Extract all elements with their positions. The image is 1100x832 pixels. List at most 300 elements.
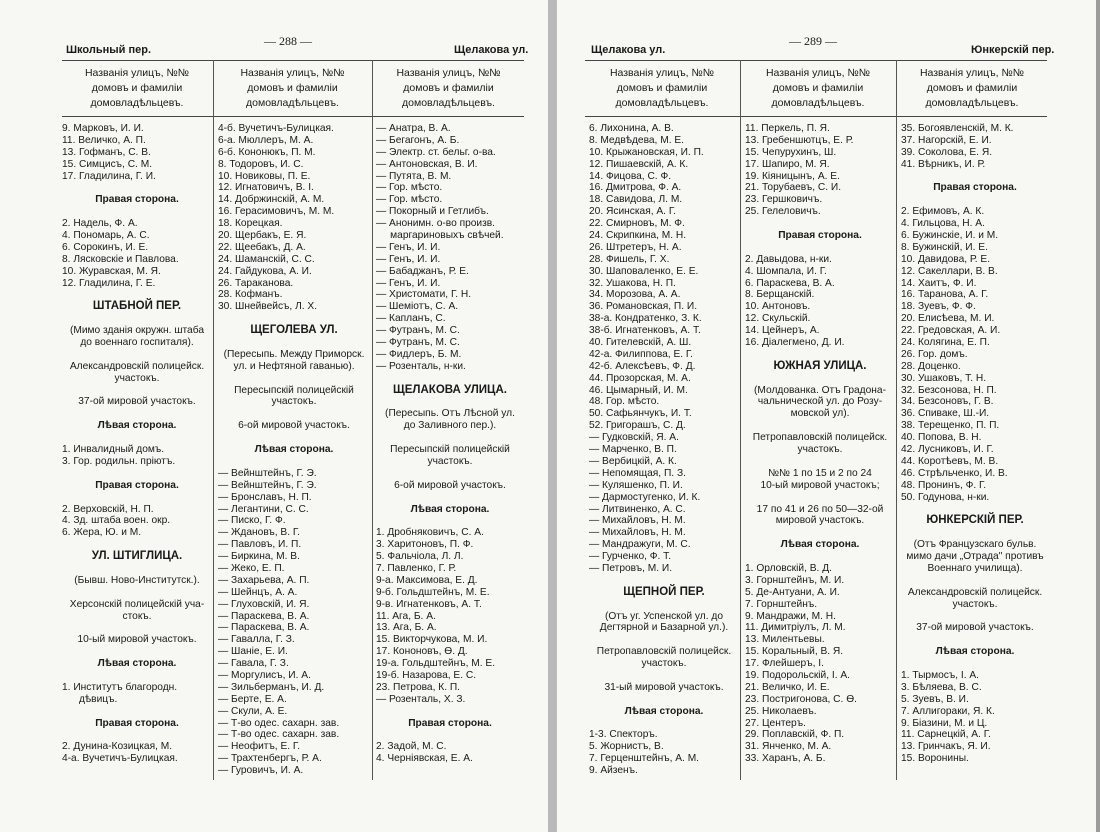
house-entry: — Параскева, В. А. — [218, 610, 310, 622]
street-note: Александровскій полицейск. — [69, 360, 205, 372]
house-entry: — Захарьева, А. П. — [218, 574, 310, 586]
column-header — [741, 66, 895, 114]
house-entry: 2. Задой, М. С. — [376, 741, 447, 753]
spacer — [589, 575, 739, 587]
spacer — [62, 492, 212, 504]
house-entry: 6. Параскева, В. А. — [745, 277, 835, 289]
house-entry: 6-а. Мюллеръ, М. А. — [218, 134, 314, 146]
house-entry: 46. Цымарный, И. М. — [589, 384, 688, 396]
house-entry: 40. Гителевскій, А. Ш. — [589, 337, 692, 349]
house-entry: — Генъ, И. И. — [376, 253, 441, 265]
house-entry: 5. Жорнистъ, В. — [589, 741, 664, 753]
house-entry: 36. Спиваке, Ш.-И. — [901, 408, 990, 420]
column-header — [214, 66, 371, 114]
house-entry: маргариновыхъ свѣчей. — [376, 230, 504, 242]
house-entry: 28. Фишель, Г. Х. — [589, 253, 670, 265]
spacer — [901, 658, 1049, 670]
house-entry: 26. Тараканова. — [218, 277, 294, 289]
house-entry: 6. Жера, Ю. и М. — [62, 527, 142, 539]
house-entry: 9-б. Гольдштейнъ, М. Е. — [376, 586, 490, 598]
house-entry: 8. Медвѣдева, М. Е. — [589, 134, 684, 146]
house-entry: — Шаніе, Е. И. — [218, 646, 288, 658]
house-entry: 10. Новиковы, П. Е. — [218, 170, 311, 182]
street-note: (Бывш. Ново-Институтск.). — [74, 574, 200, 586]
spacer — [62, 313, 212, 325]
house-entry: 12. Сакеллари, В. В. — [901, 265, 998, 277]
spacer — [218, 408, 370, 420]
house-entry: 26. Гор. домъ. — [901, 348, 968, 360]
side-heading: Лѣвая сторона. — [97, 658, 177, 670]
street-heading: ЮЖНАЯ УЛИЦА. — [773, 359, 867, 372]
house-entry: 8. Бужинскій, И. Е. — [901, 241, 988, 253]
spacer — [745, 551, 895, 563]
house-entry: дѣвицъ. — [62, 693, 118, 705]
header-rule — [585, 116, 1047, 117]
house-entry: 20. Елисѣева, М. И. — [901, 313, 995, 325]
house-entry: 12. Скульскій. — [745, 313, 811, 325]
house-entry: 19. Кіяницынъ, А. Е. — [745, 170, 840, 182]
street-note: 31-ый мировой участокъ. — [604, 681, 724, 693]
spacer — [589, 634, 739, 646]
column-header-line: Названія улицъ, №№ — [84, 67, 190, 79]
street-note: 6-ой мировой участокъ. — [238, 420, 350, 432]
house-entry: 30. Шнейвейсъ, Л. Х. — [218, 301, 318, 313]
column-header — [897, 66, 1047, 114]
house-entry: 1. Тырмосъ, І. А. — [901, 669, 979, 681]
column-header-line: домовъ и фамиліи — [772, 82, 864, 94]
spacer — [901, 527, 1049, 539]
house-entry: 16. Діалегмено, Д. И. — [745, 337, 845, 349]
house-entry: 23. Гершковичъ. — [745, 194, 823, 206]
side-heading: Лѣвая сторона. — [254, 444, 334, 456]
side-heading: Правая сторона. — [95, 717, 179, 729]
street-note: чальнической ул. до Розу- — [757, 396, 883, 408]
house-entry: — Ждановъ, В. Г. — [218, 527, 300, 539]
right-page — [556, 0, 1100, 832]
house-entry: 7. Аллигораки, Я. К. — [901, 705, 995, 717]
house-entry: 13. Милентьевы. — [745, 634, 825, 646]
column-header-line: домовъ и фамиліи — [616, 82, 708, 94]
house-entry: 31. Янченко, М. А. — [745, 741, 832, 753]
spacer — [589, 718, 739, 730]
text-column — [901, 123, 1049, 765]
house-entry: — Зильберманъ, И. Д. — [218, 681, 325, 693]
column-header-line: домовладѣльцевъ. — [402, 97, 495, 109]
street-note: ул. и Нефтяной гаванью). — [233, 360, 355, 372]
column-header-line: домовладѣльцевъ. — [615, 97, 709, 109]
spacer — [589, 670, 739, 682]
house-entry: 15. Викторчукова, М. И. — [376, 634, 488, 646]
street-heading: ЩЕЛАКОВА УЛИЦА. — [393, 383, 507, 396]
spacer — [62, 729, 212, 741]
house-entry: — Шеміотъ, С. А. — [376, 301, 459, 313]
house-entry: 3. Гор. родильн. пріютъ. — [62, 455, 176, 467]
house-entry: — Бегагонъ, А. Б. — [376, 134, 460, 146]
house-entry: — Христомати, Г. Н. — [376, 289, 472, 301]
house-entry: 34. Безсоновъ, Г. В. — [901, 396, 994, 408]
column-header-line: домовладѣльцевъ. — [90, 97, 184, 109]
house-entry: 18. Савидова, Л. М. — [589, 194, 683, 206]
top-rule — [62, 60, 524, 61]
header-rule — [62, 116, 524, 117]
house-entry: — Генъ, И. И. — [376, 241, 441, 253]
text-column — [376, 123, 524, 765]
house-entry: 14. Фицова, С. Ф. — [589, 170, 672, 182]
spacer — [62, 563, 212, 575]
house-entry: 4. Шомпала, И. Г. — [745, 265, 827, 277]
house-entry: 33. Харанъ, А. Б. — [745, 753, 826, 765]
spacer — [376, 492, 524, 504]
house-entry: — Трахтенбергъ, Р. А. — [218, 753, 322, 765]
house-entry: 52. Григорашъ, С. Д. — [589, 420, 686, 432]
house-entry: 16. Герасимовичъ, М. М. — [218, 206, 335, 218]
column-header — [62, 66, 212, 114]
house-entry: 30. Ушаковъ, Т. Н. — [901, 372, 987, 384]
spacer — [62, 408, 212, 420]
house-entry: 10. Давидова, Р. Е. — [901, 253, 991, 265]
column-divider — [740, 60, 741, 780]
house-entry: — Гудковскій, Я. А. — [589, 432, 679, 444]
house-entry: — Петровъ, М. И. — [589, 562, 673, 574]
spacer — [745, 456, 895, 468]
house-entry: 6. Сорокинъ, И. Е. — [62, 241, 149, 253]
house-entry: — Гавала, Г. З. — [218, 658, 289, 670]
spacer — [376, 706, 524, 718]
house-entry: 15. Симцисъ, С. М. — [62, 158, 153, 170]
house-entry: 9. Мандражи, М. Н. — [745, 610, 836, 622]
column-header-line: Названія улицъ, №№ — [609, 67, 715, 79]
house-entry: — Розенталь, н-ки. — [376, 360, 466, 372]
house-entry: 25. Гелеловичъ. — [745, 206, 821, 218]
column-header-line: Названія улицъ, №№ — [919, 67, 1025, 79]
house-entry: 26. Штретеръ, Н. А. — [589, 241, 682, 253]
house-entry: — Биркина, М. В. — [218, 551, 300, 563]
house-entry: — Капланъ, С. — [376, 313, 446, 325]
spacer — [62, 670, 212, 682]
spacer — [589, 599, 739, 611]
street-note: 10-ый мировой участокъ. — [77, 634, 197, 646]
house-entry: 50. Сафьянчукъ, И. Т. — [589, 408, 692, 420]
house-entry: 20. Ясинская, А. Г. — [589, 206, 676, 218]
house-entry: — Путята, В. М. — [376, 170, 452, 182]
house-entry: — Гурченко, Ф. Т. — [589, 551, 672, 563]
house-entry: — Фидлеръ, Б. М. — [376, 348, 462, 360]
top-rule — [585, 60, 1047, 61]
house-entry: — Гор. мѣсто. — [376, 194, 443, 206]
running-head-left: Щелакова ул. — [591, 44, 666, 56]
street-note: Петропавловскій полицейск. — [596, 646, 732, 658]
page-number: — 288 — — [264, 34, 312, 48]
side-heading: Лѣвая сторона. — [97, 420, 177, 432]
street-note: до военнаго госпиталя). — [80, 337, 194, 349]
column-header-line: домовъ и фамиліи — [91, 82, 183, 94]
street-note: стокъ. — [122, 610, 152, 622]
house-entry: — Шейнцъ, А. А. — [218, 586, 298, 598]
house-entry: 46. Стрѣльченко, И. В. — [901, 467, 1008, 479]
house-entry: 17. Кононовъ, Ѳ. Д. — [376, 646, 468, 658]
street-note: 6-ой мировой участокъ. — [394, 479, 506, 491]
house-entry: 36. Романовская, П. И. — [589, 301, 698, 313]
column-header — [373, 66, 524, 114]
house-entry: 38-а. Кондратенко, З. К. — [589, 313, 702, 325]
house-entry: 48. Гор. мѣсто. — [589, 396, 660, 408]
house-entry: 48. Пронинъ, Ф. Г. — [901, 479, 987, 491]
column-header-line: домовъ и фамиліи — [403, 82, 494, 94]
house-entry: — Т-во одес. сахарн. зав. — [218, 717, 340, 729]
house-entry: 11. Сарнецкій, А. Г. — [901, 729, 991, 741]
house-entry: 17. Шапиро, М. Я. — [745, 158, 830, 170]
left-page — [0, 0, 549, 832]
house-entry: 16. Дмитрова, Ф. А. — [589, 182, 682, 194]
spacer — [218, 432, 370, 444]
column-header-line: Названія улицъ, №№ — [396, 67, 501, 79]
house-entry: — Вейнштейнъ, Г. Э. — [218, 479, 317, 491]
street-heading: ШТАБНОЙ ПЕР. — [92, 300, 182, 313]
house-entry: — Скули, А. Е. — [218, 705, 288, 717]
house-entry: — Михайловъ, Н. М. — [589, 515, 686, 527]
spacer — [745, 420, 895, 432]
street-note: участокъ. — [427, 455, 473, 467]
spacer — [376, 432, 524, 444]
side-heading: Правая сторона. — [95, 479, 179, 491]
house-entry: 24. Гайдукова, А. И. — [218, 265, 312, 277]
spacer — [589, 694, 739, 706]
house-entry: 38-б. Игнатенковъ, А. Т. — [589, 325, 701, 337]
spacer — [62, 206, 212, 218]
house-entry: — Дармостугенко, И. К. — [589, 491, 701, 503]
house-entry: 21. Торубаевъ, С. И. — [745, 182, 842, 194]
column-header-line: домовладѣльцевъ. — [246, 97, 339, 109]
street-heading: УЛ. ШТИГЛИЦА. — [91, 550, 183, 563]
spacer — [218, 337, 370, 349]
house-entry: 40. Попова, В. Н. — [901, 432, 982, 444]
house-entry: 30. Шаповаленко, Е. Е. — [589, 265, 699, 277]
spacer — [901, 194, 1049, 206]
spacer — [901, 634, 1049, 646]
street-note: (Отъ Французскаго бульв. — [913, 539, 1037, 551]
house-entry: 15. Чепурухинъ, Ш. — [745, 146, 837, 158]
column-header-line: Названія улицъ, №№ — [765, 67, 871, 79]
house-entry: 29. Поплавскій, Ф. П. — [745, 729, 845, 741]
house-entry: — Параскева, В. А. — [218, 622, 310, 634]
house-entry: 4. Черніявская, Е. А. — [376, 753, 473, 765]
house-entry: 10. Журавская, М. Я. — [62, 265, 161, 277]
house-entry: 3. Бѣляева, В. С. — [901, 681, 982, 693]
house-entry: 28. Доценко. — [901, 360, 961, 372]
street-note: Дегтярной и Базарной ул.). — [599, 622, 729, 634]
house-entry: 32. Ушакова, Н. П. — [589, 277, 676, 289]
spacer — [62, 706, 212, 718]
house-entry: 4-б. Вучетичъ-Булицкая. — [218, 123, 334, 134]
house-entry: 12. Гладилина, Г. Е. — [62, 277, 156, 289]
spacer — [62, 385, 212, 397]
house-entry: — Павловъ, И. П. — [218, 539, 302, 551]
spacer — [745, 373, 895, 385]
house-entry: 22. Щеебакъ, Д. А. — [218, 241, 306, 253]
house-entry: 10. Антоновъ. — [745, 301, 811, 313]
house-entry: — Глуховскій, И. Я. — [218, 598, 310, 610]
house-entry: 28. Кофманъ. — [218, 289, 283, 301]
spacer — [745, 492, 895, 504]
street-note: участокъ. — [952, 598, 998, 610]
text-column — [745, 123, 895, 765]
house-entry: 14. Цейнеръ, А. — [745, 325, 820, 337]
house-entry: 18. Зуевъ, Ф. Ф. — [901, 301, 976, 313]
house-entry: 7. Горнштейнъ. — [745, 598, 818, 610]
house-entry: 8. Тодоровъ, И. С. — [218, 158, 304, 170]
spacer — [376, 373, 524, 385]
spacer — [62, 468, 212, 480]
street-note: 17 по 41 и 26 по 50—32-ой — [756, 503, 884, 515]
street-note: Петропавловскій полицейск. — [752, 432, 888, 444]
running-head-left: Школьный пер. — [66, 44, 152, 56]
house-entry: — Гор. мѣсто. — [376, 182, 443, 194]
house-entry: 10. Крыжановская, И. П. — [589, 146, 704, 158]
street-note: (Пересыпь. Отъ Лѣсной ул. — [385, 408, 515, 420]
street-note: Херсонскій полицейскій уча- — [69, 598, 205, 610]
house-entry: 19. Подорольскій, І. А. — [745, 669, 851, 681]
spacer — [376, 515, 524, 527]
street-note: до Заливного пер.). — [403, 420, 497, 432]
house-entry: 13. Гофманъ, С. В. — [62, 146, 151, 158]
house-entry: 14. Хаитъ, Ф. И. — [901, 277, 977, 289]
house-entry: 3. Горнштейнъ, М. И. — [745, 574, 845, 586]
house-entry: 42-б. Алексѣевъ, Ф. Д. — [589, 360, 696, 372]
house-entry: 24. Скрипкина, М. Н. — [589, 230, 687, 242]
house-entry: 4. Зд. штаба воен. окр. — [62, 515, 171, 527]
house-entry: 39. Соколова, Е. Я. — [901, 146, 993, 158]
street-note: (Молдованка. Отъ Градона- — [754, 384, 886, 396]
text-column — [589, 123, 739, 777]
column-header-line: домовладѣльцевъ. — [925, 97, 1019, 109]
house-entry: 2. Надель, Ф. А. — [62, 218, 138, 230]
house-entry: 2. Дунина-Козицкая, М. — [62, 741, 173, 753]
side-heading: Лѣвая сторона. — [780, 539, 860, 551]
house-entry: 27. Центеръ. — [745, 717, 806, 729]
street-note: участокъ. — [271, 396, 317, 408]
house-entry: — Вейнштейнъ, Г. Э. — [218, 467, 317, 479]
house-entry: — Анонимн. о-во произв. — [376, 218, 496, 230]
house-entry: — Анатра, В. А. — [376, 123, 451, 134]
house-entry: 44. Коротѣевъ, М. В. — [901, 455, 999, 467]
house-entry: 4-а. Вучетичъ-Булицкая. — [62, 753, 178, 765]
house-entry: — Электр. ст. бельг. о-ва. — [376, 146, 496, 158]
house-entry: 1. Орловскій, В. Д. — [745, 562, 832, 574]
column-header-line: домовъ и фамиліи — [247, 82, 338, 94]
house-entry: 3. Харитоновъ, П. Ф. — [376, 539, 474, 551]
house-entry: — Легантини, С. С. — [218, 503, 309, 515]
house-entry: 1. Институтъ благородн. — [62, 681, 178, 693]
house-entry: 37. Нагорскій, Е. И. — [901, 134, 992, 146]
street-note: участокъ. — [797, 444, 843, 456]
side-heading: Лѣвая сторона. — [410, 503, 490, 515]
text-column — [62, 123, 212, 765]
house-entry: 13. Ага, Б. А. — [376, 622, 437, 634]
house-entry: 18. Корецкая. — [218, 218, 283, 230]
street-note: (Пересыпь. Между Приморск. — [223, 348, 365, 360]
house-entry: 1. Дробняковичъ, С. А. — [376, 527, 484, 539]
spacer — [218, 373, 370, 385]
house-entry: 44. Прозорская, М. А. — [589, 372, 691, 384]
house-entry: 23. Петрова, К. П. — [376, 681, 461, 693]
side-heading: Правая сторона. — [408, 717, 492, 729]
house-entry: — Покорный и Гетлибъ. — [376, 206, 489, 218]
house-entry: 38. Терещенко, П. П. — [901, 420, 1000, 432]
house-entry: 13. Гринчакъ, Я. И. — [901, 741, 991, 753]
house-entry: — Михайловъ, Н. М. — [589, 527, 686, 539]
running-head-right: Щелакова ул. — [454, 44, 529, 56]
house-entry: 9. Марковъ, И. И. — [62, 123, 144, 134]
house-entry: 6. Лихонина, А. В. — [589, 123, 674, 134]
house-entry: 22. Гредовская, А. И. — [901, 325, 1001, 337]
house-entry: 13. Гребеншютцъ, Е. Р. — [745, 134, 854, 146]
house-entry: 21. Величко, И. Е. — [745, 681, 830, 693]
spacer — [62, 646, 212, 658]
house-entry: 4. Пономарь, А. С. — [62, 230, 150, 242]
house-entry: 19-б. Назарова, Е. С. — [376, 669, 477, 681]
house-entry: 17. Гладилина, Г. И. — [62, 170, 156, 182]
house-entry: 19-а. Гольдштейнъ, М. Е. — [376, 658, 496, 670]
column-header-line: домовъ и фамиліи — [926, 82, 1018, 94]
running-head-right: Юнкерскій пер. — [971, 44, 1055, 56]
spacer — [745, 242, 895, 254]
street-note: участокъ. — [114, 372, 160, 384]
house-entry: 11. Ага, Б. А. — [376, 610, 436, 622]
column-header — [585, 66, 739, 114]
house-entry: — Берте, Е. А. — [218, 693, 287, 705]
side-heading: Правая сторона. — [933, 182, 1017, 194]
house-entry: 32. Безсонова, Н. П. — [901, 384, 997, 396]
house-entry: 22. Смирновъ, М. Ф. — [589, 218, 685, 230]
house-entry: — Куляшенко, П. И. — [589, 479, 683, 491]
column-header-line: домовладѣльцевъ. — [771, 97, 865, 109]
house-entry: — Т-во одес. сахарн. зав. — [218, 729, 340, 741]
spacer — [745, 527, 895, 539]
house-entry: 12. Игнатовичъ, В. І. — [218, 182, 314, 194]
spacer — [901, 171, 1049, 183]
house-entry: 9. Айзенъ. — [589, 765, 638, 777]
house-entry: 20. Щербакъ, Е. Я. — [218, 230, 307, 242]
house-entry: — Моргулисъ, И. А. — [218, 669, 311, 681]
house-entry: 24. Колягина, Е. П. — [901, 337, 990, 349]
house-entry: 5. Де-Антуани, А. И. — [745, 586, 840, 598]
house-entry: 5. Фальчіола, Л. Л. — [376, 551, 464, 563]
house-entry: 34. Морозова, А. А. — [589, 289, 681, 301]
house-entry: 7. Павленко, Г. Р. — [376, 562, 457, 574]
house-entry: — Гавалла, Г. З. — [218, 634, 295, 646]
column-divider — [213, 60, 214, 780]
house-entry: 1-3. Спекторъ. — [589, 729, 658, 741]
house-entry: — Футранъ, М. С. — [376, 337, 460, 349]
street-note: 37-ой мировой участокъ. — [78, 396, 196, 408]
street-note: участокъ. — [641, 658, 687, 670]
house-entry: 4. Гильцова, Н. А. — [901, 218, 985, 230]
spacer — [62, 432, 212, 444]
house-entry: — Бабаджанъ, Р. Е. — [376, 265, 469, 277]
house-entry: — Непомящая, П. З. — [589, 467, 686, 479]
house-entry: 5. Зуевъ, В. И. — [901, 693, 969, 705]
house-entry: 7. Герценштейнъ, А. М. — [589, 753, 700, 765]
street-note: 37-ой мировой участокъ. — [916, 622, 1034, 634]
spacer — [62, 622, 212, 634]
spacer — [376, 396, 524, 408]
spacer — [218, 456, 370, 468]
house-entry: 9-а. Максимова, Е. Д. — [376, 574, 478, 586]
column-header-line: Названія улицъ, №№ — [240, 67, 345, 79]
spacer — [376, 729, 524, 741]
spacer — [62, 587, 212, 599]
street-note: Александровскій полицейск. — [907, 586, 1043, 598]
